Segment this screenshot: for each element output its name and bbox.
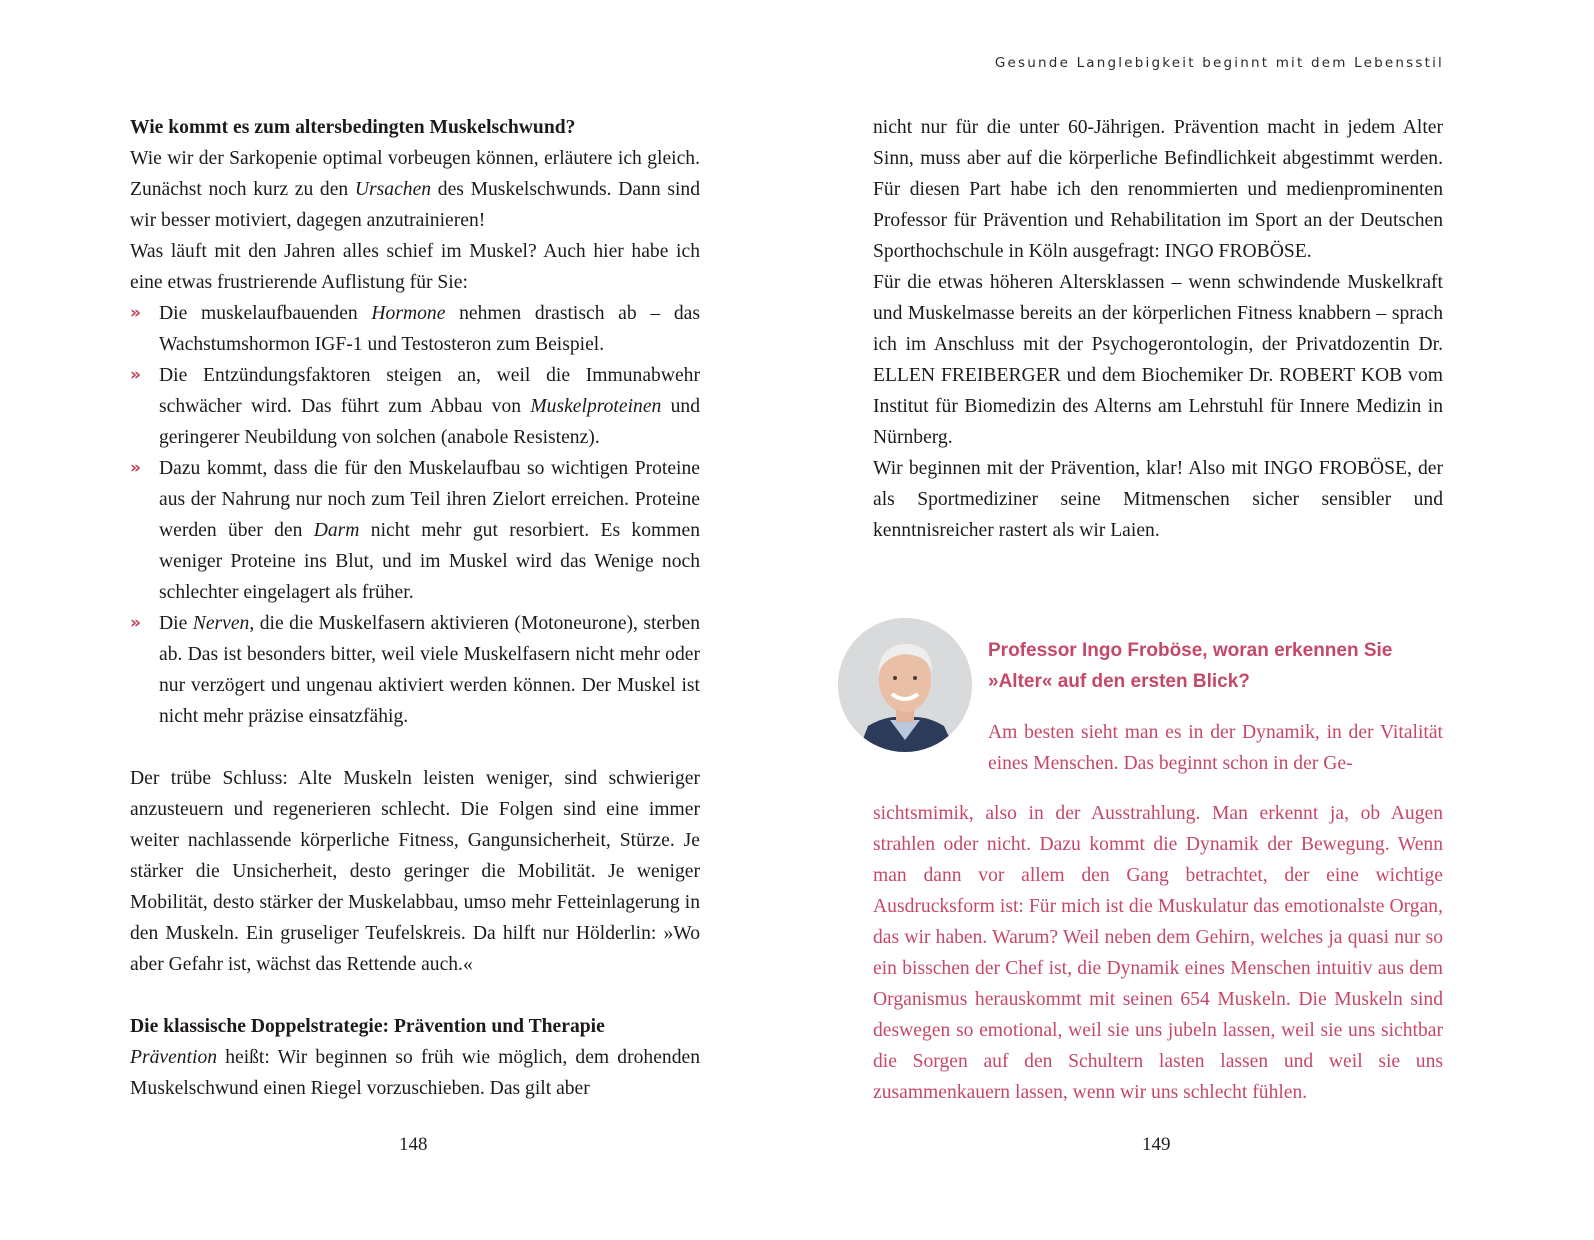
- right-page: [873, 112, 1443, 546]
- page-number-right: 149: [1142, 1134, 1171, 1155]
- paragraph-3: Wir beginnen mit der Prävention, klar! Also mit INGO FROBÖSE, der als Sportmediziner seine Mitmenschen sicher sensibler und kenntnisreicher rastert als wir Laien.: [873, 458, 1443, 541]
- section-heading-doppelstrategie: Die klassische Doppelstrategie: Prävention und Therapie: [130, 1016, 605, 1037]
- running-head: Gesunde Langlebigkeit beginnt mit dem Lebensstil: [994, 55, 1444, 71]
- strategy-paragraph: Prävention heißt: Wir beginnen so früh wie möglich, dem drohenden Muskelschwund einen Riegel vorzuschieben. Das gilt aber: [130, 1047, 700, 1099]
- intro-paragraph: Wie wir der Sarkopenie optimal vorbeugen können, erläutere ich gleich. Zunächst noch kurz zu den Ursachen des Muskelschwunds. Dann sind wir besser motiviert, dagegen anzutrainieren!: [130, 148, 700, 231]
- interview-box: [873, 635, 1443, 1128]
- double-chevron-icon: »: [130, 303, 141, 323]
- paragraph-1: nicht nur für die unter 60-Jährigen. Prävention macht in jedem Alter Sinn, muss aber auf die körperliche Befindlichkeit abgestimmt werden. Für diesen Part habe ich den renommierten und medienprominenten Professor für Prävention und Rehabilitation im Sport an der Deutschen Sporthochschule in Köln ausgefragt: INGO FROBÖSE.: [873, 117, 1443, 262]
- section-heading-muskelschwund: Wie kommt es zum altersbedingten Muskelschwund?: [130, 117, 576, 138]
- page-number-left: 148: [399, 1134, 428, 1155]
- causes-list: [130, 298, 700, 732]
- list-item: » Die Nerven, die die Muskelfasern aktivieren (Motoneurone), sterben ab. Das ist besonders bitter, weil viele Muskelfasern nicht mehr oder nur verzögert und ungenau aktiviert werden können. Der Muskel ist nicht mehr präzise einsatzfähig.: [130, 608, 700, 732]
- intro-paragraph-2: Was läuft mit den Jahren alles schief im Muskel? Auch hier habe ich eine etwas frustrierende Auflistung für Sie:: [130, 241, 700, 293]
- double-chevron-icon: »: [130, 613, 141, 633]
- list-item: » Die muskelaufbauenden Hormone nehmen drastisch ab – das Wachstumshormon IGF-1 und Testosteron zum Beispiel.: [130, 298, 700, 360]
- double-chevron-icon: »: [130, 458, 141, 478]
- interview-question: Professor Ingo Froböse, woran erkennen Sie »Alter« auf den ersten Blick?: [988, 640, 1393, 692]
- double-chevron-icon: »: [130, 365, 141, 385]
- left-page: [130, 112, 700, 1104]
- list-item: » Dazu kommt, dass die für den Muskelaufbau so wichtigen Proteine aus der Nahrung nur noch zum Teil ihren Zielort erreichen. Proteine werden über den Darm nicht mehr gut resorbiert. Es kommen weniger Proteine ins Blut, und im Muskel wird das Wenige noch schlechter eingelagert als früher.: [130, 453, 700, 608]
- interview-answer-start: Am besten sieht man es in der Dynamik, in der Vitalität eines Menschen. Das beginnt schon in der Ge-: [988, 721, 1443, 774]
- interview-answer: sichtsmimik, also in der Ausstrahlung. Man erkennt ja, ob Augen strahlen oder nicht. Dazu kommt die Dynamik der Bewegung. Wenn man dann vor allem den Gang betrachtet, der eine wichtige Ausdrucksform ist: Für mich ist die Muskulatur das emotionalste Organ, das wir haben. Warum? Weil neben dem Gehirn, welches ja quasi nur so ein bisschen der Chef ist, die Dynamik eines Menschen intuitiv aus dem Organismus herauskommt mit seinen 654 Muskeln. Die Muskeln sind deswegen so emotional, weil sie uns jubeln lassen, weil sie uns sichtbar die Sorgen auf den Schultern lasten lassen und weil sie uns zusammenkauern lassen, wenn wir uns schlecht fühlen.: [873, 803, 1443, 1104]
- conclusion-paragraph: Der trübe Schluss: Alte Muskeln leisten weniger, sind schwieriger anzusteuern und regenerieren schlecht. Die Folgen sind eine immer weiter nachlassende körperliche Fitness, Gangunsicherheit, Stürze. Je stärker die Unsicherheit, desto geringer die Mobilität. Je weniger Mobilität, desto stärker der Muskelabbau, umso mehr Fetteinlagerung in den Muskeln. Ein gruseliger Teufelskreis. Da hilft nur Hölderlin: »Wo aber Gefahr ist, wächst das Rettende auch.«: [130, 768, 700, 975]
- list-item: » Die Entzündungsfaktoren steigen an, weil die Immunabwehr schwächer wird. Das führt zum Abbau von Muskelproteinen und geringerer Neubildung von solchen (anabole Resistenz).: [130, 360, 700, 453]
- paragraph-2: Für die etwas höheren Altersklassen – wenn schwindende Muskelkraft und Muskelmasse bereits an der körperlichen Fitness knabbern – sprach ich im Anschluss mit der Psychogerontologin, der Privatdozentin Dr. ELLEN FREIBERGER und dem Biochemiker Dr. ROBERT KOB vom Institut für Biomedizin des Alterns am Lehrstuhl für Innere Medizin in Nürnberg.: [873, 272, 1443, 448]
